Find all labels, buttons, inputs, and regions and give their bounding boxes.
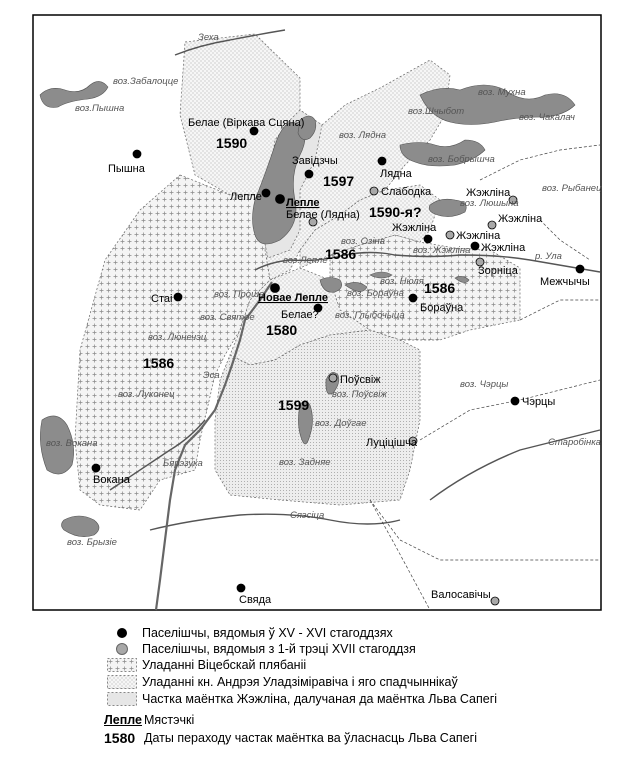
water-bryazie: воз. Брызіе [67, 537, 117, 548]
marker-chertsy [511, 397, 519, 405]
year-1586-east: 1586 [424, 280, 456, 296]
water-essa: Эса [203, 370, 220, 381]
legend-row-5 [104, 691, 497, 707]
water-douhae: воз. Доўгае [315, 418, 367, 429]
legend-light-grey-icon [104, 692, 140, 706]
label-leple-town: Лепле [286, 197, 320, 209]
water-ula: р. Ула [535, 251, 562, 262]
year-1590: 1590 [216, 135, 248, 151]
water-svyatoe: воз. Святое [200, 312, 255, 323]
marker-zhezhlina4 [446, 231, 454, 239]
year-1590q: 1590-я? [369, 204, 422, 220]
marker-vokana [92, 464, 100, 472]
marker-leple-village [262, 189, 270, 197]
water-prosha: воз. Проша [214, 289, 265, 300]
water-nyuli: воз. Нюля [380, 276, 424, 287]
label-zhezhlina1: Жэжліна [466, 187, 511, 199]
marker-stai [174, 293, 182, 301]
legend-row-town [104, 712, 194, 728]
marker-zhezhlina2 [488, 221, 496, 229]
legend-label-4: Уладанні кн. Андрэя Уладзіміравіча і яго спадчыннікаў [142, 675, 458, 689]
legend-cross-pattern-icon [104, 658, 140, 672]
legend-label-2: Паселішчы, вядомыя з 1-й трэці XVII стагоддзя [142, 642, 416, 656]
water-beryazuka: Бярэзука [163, 458, 203, 469]
water-lyadna: воз. Лядна [339, 130, 386, 141]
marker-zhezhlina3 [424, 235, 432, 243]
legend-label-3: Уладанні Віцебскай плябаніі [142, 658, 307, 672]
water-bobrishcha: воз. Бобрышча [428, 154, 495, 165]
water-rybanec: воз. Рыбанец [542, 183, 602, 194]
marker-zavidzchy [305, 170, 313, 178]
year-1599: 1599 [278, 397, 310, 413]
legend-dot-pattern-icon [104, 675, 140, 689]
legend-row-3 [104, 657, 306, 673]
label-valosavichy: Валосавічы [431, 589, 491, 601]
marker-boraina [409, 294, 417, 302]
marker-mezhchychy [576, 265, 584, 273]
water-lyushyna: воз. Люшына [460, 198, 519, 209]
year-1586-center: 1586 [325, 246, 357, 262]
label-pousvizh: Поўсвіж [340, 374, 381, 386]
label-svyada: Свяда [239, 594, 272, 606]
marker-pyshna [133, 150, 141, 158]
water-vokana: воз. Вокана [46, 438, 98, 449]
marker-pousvizh [329, 374, 337, 382]
legend-row-1 [104, 625, 393, 641]
label-zhezhlina3: Жэжліна [392, 222, 437, 234]
water-borauna: воз. Бораўна [347, 288, 404, 299]
legend-row-2 [104, 641, 416, 657]
label-zhezhlina2: Жэжліна [498, 213, 543, 225]
water-zhezhlina: воз. Жэжліна [413, 245, 471, 256]
marker-slabodka [370, 187, 378, 195]
marker-svyada [237, 584, 245, 592]
legend-year-symbol: 1580 [104, 730, 136, 746]
water-zabaloshche: воз.Забалоцце [113, 76, 179, 87]
year-1580: 1580 [266, 322, 298, 338]
label-belae-virkava: Белае (Віркава Сцяна) [188, 117, 305, 129]
label-chertsy: Чэрцы [522, 396, 556, 408]
label-mezhchychy: Межчычы [540, 276, 590, 288]
water-chakalach: воз. Чакалач [519, 112, 575, 123]
water-glybochica: воз. Глыбочыца [335, 310, 405, 321]
label-stai: Стаі [151, 293, 173, 305]
label-zornica: Зорніца [478, 265, 518, 277]
legend-town-symbol: Лепле [104, 713, 143, 727]
label-vokana: Вокана [93, 474, 130, 486]
marker-lyadna [378, 157, 386, 165]
label-zhezhlina5: Жэжліна [481, 242, 526, 254]
water-zadnyae: воз. Задняе [279, 457, 331, 468]
marker-leple-town [276, 195, 285, 204]
year-1597: 1597 [323, 173, 355, 189]
water-mukhna: воз. Мухна [478, 87, 526, 98]
water-shchybot: воз.Шчыбот [408, 106, 465, 117]
year-1586-west: 1586 [143, 355, 175, 371]
legend-row-4 [104, 674, 458, 690]
water-pyshna: воз.Пышна [75, 103, 125, 114]
label-novae-leple: Новае Лепле [258, 292, 329, 304]
water-lukonec: воз. Луконец [118, 389, 175, 400]
legend-row-year [104, 730, 477, 746]
label-lucishcha: Луціцішча [366, 437, 418, 449]
water-ozina: воз. Озіна [341, 236, 386, 247]
water-chertsy: воз. Чэрцы [460, 379, 509, 390]
label-pyshna: Пышна [108, 163, 145, 175]
label-zavidzchy: Завідзчы [292, 155, 338, 167]
label-slabodka: Слабодка [381, 186, 432, 198]
marker-valosavichy [491, 597, 499, 605]
label-leple-village: Лепле [230, 191, 262, 203]
label-boraina: Бораўна [420, 302, 464, 314]
water-starobinka: Старобінка [548, 437, 601, 448]
legend-label-1: Паселішчы, вядомыя ў XV - XVI стагоддзях [142, 626, 393, 640]
legend-year-label: Даты пераходу частак маёнтка ва ўласнасць Льва Сапегі [144, 731, 477, 745]
water-syasitsa: Сяэсіца [290, 510, 325, 521]
label-belae-q: Белае? [281, 309, 319, 321]
label-zhezhlina4: Жэжліна [456, 230, 501, 242]
legend-black-dot-icon [104, 628, 140, 638]
label-belae-lyadna: Белае (Лядна) [286, 209, 360, 221]
water-zekha: Зеха [198, 32, 219, 43]
marker-zhezhlina5 [471, 242, 479, 250]
legend-town-label: Мястэчкі [144, 713, 195, 727]
water-pousvizh: воз. Поўсвіж [332, 389, 387, 400]
legend-grey-dot-icon [104, 643, 140, 655]
water-lyuneec: воз. Люнечэц [148, 332, 207, 343]
water-leple: воз.Лепле [283, 255, 328, 266]
legend-label-5: Частка маёнтка Жэжліна, далучаная да маёнтка Льва Сапегі [142, 692, 498, 706]
label-lyadna: Лядна [380, 168, 412, 180]
